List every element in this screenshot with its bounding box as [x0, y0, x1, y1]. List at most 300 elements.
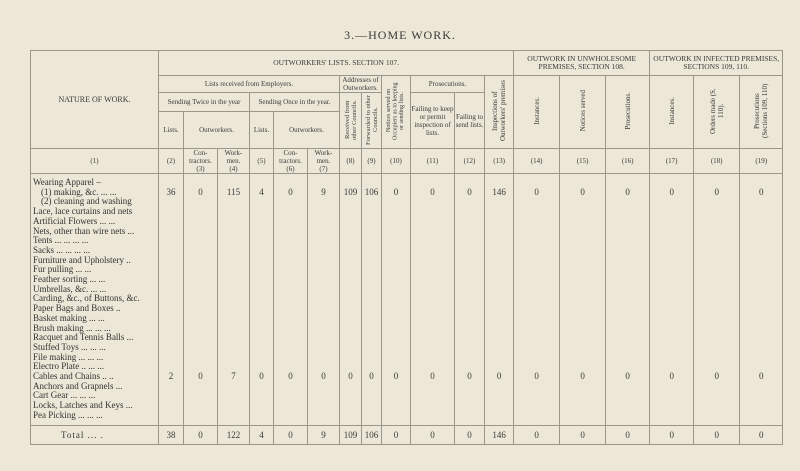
- value-cell: 0: [274, 372, 308, 382]
- value-cell: [218, 227, 250, 237]
- value-cell: [411, 285, 455, 295]
- value-cell: [218, 217, 250, 227]
- value-cell: [362, 197, 382, 207]
- value-cell: [274, 178, 308, 188]
- value-cell: [274, 236, 308, 246]
- value-cell: [694, 353, 740, 363]
- nature-of-work-cell: (1) making, &c. ... ...: [31, 188, 159, 198]
- value-cell: [308, 236, 340, 246]
- failing-send-header: Failing to send lists.: [455, 93, 485, 149]
- value-cell: [218, 236, 250, 246]
- value-cell: 0: [606, 372, 650, 382]
- nature-of-work-cell: File making ... ... ...: [31, 353, 159, 363]
- infected-premises-header: OUTWORK IN INFECTED PREMISES, SECTIONS 109, 110.: [650, 51, 783, 76]
- col-number: (18): [694, 149, 740, 174]
- value-cell: [382, 265, 411, 275]
- nature-of-work-cell: Feather sorting ... ...: [31, 275, 159, 285]
- value-cell: [694, 197, 740, 207]
- value-cell: [514, 382, 560, 392]
- nature-of-work-cell: Basket making ... ...: [31, 314, 159, 324]
- value-cell: [560, 236, 606, 246]
- value-cell: [411, 256, 455, 266]
- value-cell: [274, 382, 308, 392]
- value-cell: [340, 178, 362, 188]
- value-cell: [455, 401, 485, 411]
- nature-of-work-header: NATURE OF WORK.: [31, 51, 159, 149]
- value-cell: [340, 285, 362, 295]
- value-cell: [308, 324, 340, 334]
- value-cell: [740, 178, 783, 188]
- nature-of-work-cell: Nets, other than wire nets ...: [31, 227, 159, 237]
- table-row: [31, 217, 783, 227]
- value-cell: [184, 314, 218, 324]
- value-cell: [650, 362, 694, 372]
- value-cell: [650, 285, 694, 295]
- nature-of-work-cell: Electro Plate .. ... ...: [31, 362, 159, 372]
- value-cell: [218, 207, 250, 217]
- value-cell: [606, 246, 650, 256]
- value-cell: [308, 246, 340, 256]
- value-cell: [159, 265, 184, 275]
- value-cell: [650, 207, 694, 217]
- value-cell: [274, 391, 308, 401]
- value-cell: [274, 343, 308, 353]
- table-row: [31, 353, 783, 363]
- table-row: [31, 304, 783, 314]
- value-cell: [184, 207, 218, 217]
- value-cell: [362, 343, 382, 353]
- value-cell: [740, 285, 783, 295]
- value-cell: [218, 275, 250, 285]
- total-value-cell: 0: [455, 425, 485, 444]
- value-cell: [694, 324, 740, 334]
- value-cell: [184, 382, 218, 392]
- value-cell: [274, 411, 308, 421]
- value-cell: [740, 391, 783, 401]
- value-cell: [411, 411, 455, 421]
- value-cell: [514, 343, 560, 353]
- nature-of-work-cell: Brush making ... ... ...: [31, 324, 159, 334]
- value-cell: [340, 411, 362, 421]
- value-cell: [250, 314, 274, 324]
- value-cell: [382, 362, 411, 372]
- value-cell: 0: [411, 188, 455, 198]
- table-row: [31, 227, 783, 237]
- value-cell: [274, 256, 308, 266]
- value-cell: [650, 391, 694, 401]
- value-cell: [411, 236, 455, 246]
- value-cell: [250, 197, 274, 207]
- value-cell: 0: [514, 372, 560, 382]
- value-cell: [308, 217, 340, 227]
- value-cell: [694, 217, 740, 227]
- value-cell: [250, 207, 274, 217]
- value-cell: [218, 294, 250, 304]
- value-cell: [650, 343, 694, 353]
- value-cell: [362, 207, 382, 217]
- table-row: [31, 207, 783, 217]
- value-cell: [514, 324, 560, 334]
- outworkers-lists-header: OUTWORKERS' LISTS. SECTION 107.: [159, 51, 514, 76]
- value-cell: [218, 401, 250, 411]
- value-cell: [308, 285, 340, 295]
- value-cell: [560, 324, 606, 334]
- value-cell: [218, 197, 250, 207]
- prosecutions-header-109: Prosecutions (Sections 109, 110): [740, 76, 783, 149]
- value-cell: [485, 246, 514, 256]
- value-cell: [694, 227, 740, 237]
- value-cell: [250, 382, 274, 392]
- prosecutions-header: Prosecutions.: [411, 76, 485, 93]
- col-number: (1): [31, 149, 159, 174]
- value-cell: [362, 324, 382, 334]
- value-cell: 0: [308, 372, 340, 382]
- value-cell: [606, 401, 650, 411]
- table-row: [31, 246, 783, 256]
- value-cell: [184, 236, 218, 246]
- value-cell: 106: [362, 188, 382, 198]
- value-cell: [514, 178, 560, 188]
- nature-of-work-cell: Locks, Latches and Keys ...: [31, 401, 159, 411]
- value-cell: [606, 411, 650, 421]
- total-row: [31, 425, 783, 444]
- value-cell: [308, 178, 340, 188]
- value-cell: [485, 265, 514, 275]
- value-cell: 0: [382, 188, 411, 198]
- value-cell: [250, 285, 274, 295]
- value-cell: [382, 382, 411, 392]
- value-cell: 0: [250, 372, 274, 382]
- nature-of-work-cell: Sacks ... ... ... ...: [31, 246, 159, 256]
- value-cell: [362, 256, 382, 266]
- total-value-cell: 0: [560, 425, 606, 444]
- value-cell: [485, 227, 514, 237]
- value-cell: [184, 227, 218, 237]
- value-cell: [159, 178, 184, 188]
- value-cell: [650, 256, 694, 266]
- lists-header-once: Lists.: [250, 111, 274, 148]
- value-cell: [485, 304, 514, 314]
- value-cell: [650, 227, 694, 237]
- total-value-cell: 4: [250, 425, 274, 444]
- value-cell: [250, 294, 274, 304]
- value-cell: [411, 304, 455, 314]
- value-cell: [340, 256, 362, 266]
- table-row: [31, 362, 783, 372]
- value-cell: [218, 343, 250, 353]
- value-cell: [485, 207, 514, 217]
- value-cell: [184, 324, 218, 334]
- col-number: (5): [250, 149, 274, 174]
- value-cell: [694, 362, 740, 372]
- value-cell: [485, 391, 514, 401]
- value-cell: [308, 333, 340, 343]
- value-cell: [411, 227, 455, 237]
- value-cell: [560, 382, 606, 392]
- value-cell: [411, 362, 455, 372]
- value-cell: [411, 324, 455, 334]
- value-cell: [184, 285, 218, 295]
- value-cell: [159, 333, 184, 343]
- table-row: [31, 343, 783, 353]
- nature-of-work-cell: (2) cleaning and washing: [31, 197, 159, 207]
- value-cell: [560, 178, 606, 188]
- instances-header-109: Instances.: [650, 76, 694, 149]
- value-cell: [560, 343, 606, 353]
- value-cell: [340, 217, 362, 227]
- value-cell: 109: [340, 188, 362, 198]
- value-cell: [606, 362, 650, 372]
- nature-of-work-cell: Paper Bags and Boxes ..: [31, 304, 159, 314]
- value-cell: [455, 382, 485, 392]
- value-cell: [560, 362, 606, 372]
- notices-header-108: Notices served: [560, 76, 606, 149]
- value-cell: [560, 411, 606, 421]
- value-cell: [159, 207, 184, 217]
- value-cell: [362, 353, 382, 363]
- value-cell: [362, 304, 382, 314]
- value-cell: [159, 217, 184, 227]
- value-cell: [740, 343, 783, 353]
- nature-of-work-cell: Stuffed Toys ... ... ...: [31, 343, 159, 353]
- value-cell: [218, 285, 250, 295]
- value-cell: [340, 265, 362, 275]
- col-number: (13): [485, 149, 514, 174]
- value-cell: [218, 304, 250, 314]
- value-cell: [159, 227, 184, 237]
- total-value-cell: 0: [411, 425, 455, 444]
- value-cell: [382, 304, 411, 314]
- total-value-cell: 0: [650, 425, 694, 444]
- value-cell: [455, 314, 485, 324]
- home-work-table: [30, 50, 783, 445]
- value-cell: [514, 246, 560, 256]
- value-cell: [560, 207, 606, 217]
- value-cell: [382, 391, 411, 401]
- table-row: [31, 333, 783, 343]
- value-cell: [274, 207, 308, 217]
- nature-of-work-cell: Racquet and Tennis Balls ...: [31, 333, 159, 343]
- value-cell: [382, 246, 411, 256]
- value-cell: 0: [606, 188, 650, 198]
- sending-once-header: Sending Once in the year.: [250, 93, 340, 112]
- value-cell: [514, 401, 560, 411]
- value-cell: [340, 362, 362, 372]
- value-cell: [382, 314, 411, 324]
- value-cell: [274, 304, 308, 314]
- value-cell: [159, 304, 184, 314]
- table-row: [31, 382, 783, 392]
- value-cell: [340, 294, 362, 304]
- value-cell: [514, 207, 560, 217]
- value-cell: [694, 333, 740, 343]
- value-cell: [250, 353, 274, 363]
- value-cell: [411, 246, 455, 256]
- value-cell: [382, 275, 411, 285]
- value-cell: [514, 333, 560, 343]
- value-cell: [740, 227, 783, 237]
- col-number: (14): [514, 149, 560, 174]
- value-cell: [514, 304, 560, 314]
- value-cell: [159, 391, 184, 401]
- value-cell: [650, 411, 694, 421]
- value-cell: [159, 314, 184, 324]
- value-cell: [184, 411, 218, 421]
- value-cell: [411, 178, 455, 188]
- col-number: (19): [740, 149, 783, 174]
- value-cell: [606, 227, 650, 237]
- value-cell: [159, 343, 184, 353]
- value-cell: [514, 236, 560, 246]
- value-cell: [606, 333, 650, 343]
- value-cell: [606, 382, 650, 392]
- col-number: Con- tractors. (6): [274, 149, 308, 174]
- value-cell: [382, 353, 411, 363]
- value-cell: 146: [485, 188, 514, 198]
- value-cell: [455, 236, 485, 246]
- value-cell: [485, 256, 514, 266]
- value-cell: [560, 197, 606, 207]
- value-cell: [184, 265, 218, 275]
- value-cell: [184, 178, 218, 188]
- value-cell: [560, 246, 606, 256]
- col-number: (15): [560, 149, 606, 174]
- col-number: (16): [606, 149, 650, 174]
- value-cell: [740, 256, 783, 266]
- total-value-cell: 0: [382, 425, 411, 444]
- value-cell: [218, 314, 250, 324]
- value-cell: [514, 314, 560, 324]
- value-cell: 0: [740, 372, 783, 382]
- value-cell: [606, 256, 650, 266]
- value-cell: [694, 178, 740, 188]
- value-cell: 0: [694, 188, 740, 198]
- value-cell: [274, 294, 308, 304]
- value-cell: [514, 227, 560, 237]
- value-cell: [250, 324, 274, 334]
- value-cell: [218, 391, 250, 401]
- value-cell: [274, 217, 308, 227]
- value-cell: [485, 197, 514, 207]
- value-cell: [606, 217, 650, 227]
- value-cell: [274, 285, 308, 295]
- value-cell: [340, 401, 362, 411]
- value-cell: [308, 227, 340, 237]
- value-cell: [250, 265, 274, 275]
- value-cell: [694, 265, 740, 275]
- value-cell: [740, 265, 783, 275]
- value-cell: [514, 411, 560, 421]
- value-cell: [274, 275, 308, 285]
- value-cell: [184, 246, 218, 256]
- value-cell: [362, 362, 382, 372]
- value-cell: [362, 275, 382, 285]
- value-cell: [485, 285, 514, 295]
- value-cell: [184, 391, 218, 401]
- received-from-header: Received from other Councils.: [340, 93, 362, 149]
- value-cell: [382, 285, 411, 295]
- value-cell: [218, 382, 250, 392]
- value-cell: [560, 391, 606, 401]
- value-cell: [340, 275, 362, 285]
- value-cell: [694, 236, 740, 246]
- value-cell: [740, 207, 783, 217]
- value-cell: [514, 362, 560, 372]
- value-cell: [694, 411, 740, 421]
- value-cell: [455, 285, 485, 295]
- value-cell: [340, 304, 362, 314]
- value-cell: [308, 343, 340, 353]
- value-cell: [362, 411, 382, 421]
- col-number: (17): [650, 149, 694, 174]
- inspections-header: Inspections of Outworkers' premises: [485, 76, 514, 149]
- table-row: [31, 197, 783, 207]
- value-cell: [382, 343, 411, 353]
- value-cell: [308, 265, 340, 275]
- value-cell: [382, 333, 411, 343]
- value-cell: [514, 353, 560, 363]
- value-cell: [514, 285, 560, 295]
- value-cell: [340, 353, 362, 363]
- value-cell: [362, 178, 382, 188]
- value-cell: [362, 285, 382, 295]
- value-cell: [606, 391, 650, 401]
- value-cell: [382, 294, 411, 304]
- nature-of-work-cell: Tents ... ... ... ...: [31, 236, 159, 246]
- table-row: [31, 275, 783, 285]
- value-cell: [308, 382, 340, 392]
- nature-of-work-cell: Fur pulling ... ...: [31, 265, 159, 275]
- value-cell: [274, 353, 308, 363]
- value-cell: [485, 236, 514, 246]
- value-cell: [694, 285, 740, 295]
- value-cell: [250, 256, 274, 266]
- value-cell: [308, 314, 340, 324]
- value-cell: [274, 401, 308, 411]
- value-cell: [250, 246, 274, 256]
- value-cell: [184, 343, 218, 353]
- value-cell: [411, 401, 455, 411]
- value-cell: [740, 362, 783, 372]
- value-cell: [362, 314, 382, 324]
- value-cell: [560, 294, 606, 304]
- value-cell: [740, 353, 783, 363]
- value-cell: [650, 314, 694, 324]
- table-row: [31, 324, 783, 334]
- value-cell: [740, 217, 783, 227]
- value-cell: [362, 294, 382, 304]
- value-cell: [340, 197, 362, 207]
- nature-of-work-cell: Cables and Chains .. ..: [31, 372, 159, 382]
- value-cell: [308, 401, 340, 411]
- value-cell: [184, 353, 218, 363]
- lists-received-header: Lists received from Employers.: [159, 76, 340, 93]
- table-row: [31, 285, 783, 295]
- value-cell: [250, 217, 274, 227]
- value-cell: [382, 401, 411, 411]
- value-cell: [740, 333, 783, 343]
- value-cell: [606, 353, 650, 363]
- value-cell: 0: [362, 372, 382, 382]
- col-number: Work- men. (7): [308, 149, 340, 174]
- value-cell: [606, 275, 650, 285]
- value-cell: [606, 178, 650, 188]
- value-cell: [218, 333, 250, 343]
- value-cell: [514, 256, 560, 266]
- table-row: [31, 401, 783, 411]
- value-cell: 0: [740, 188, 783, 198]
- value-cell: 2: [159, 372, 184, 382]
